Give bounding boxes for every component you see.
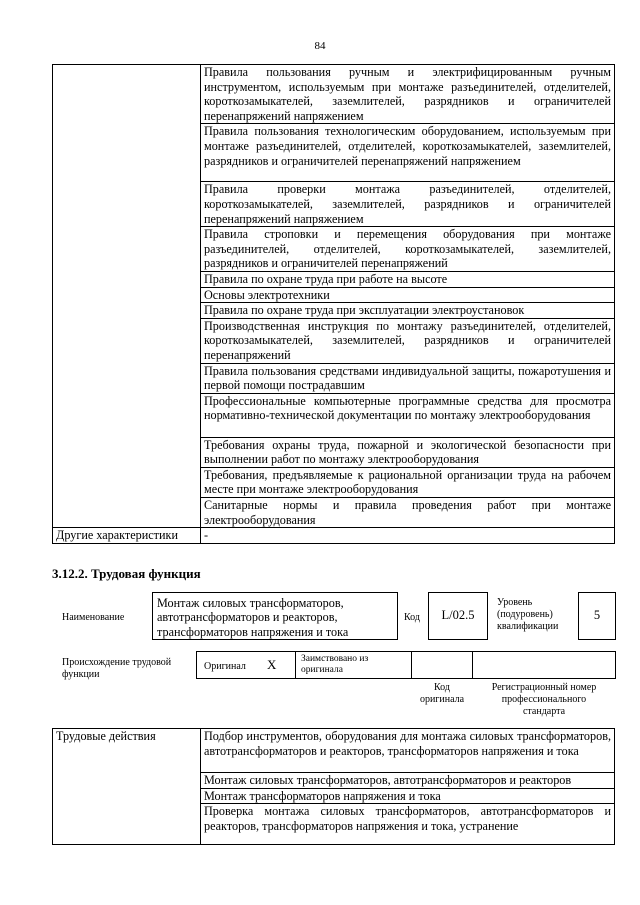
reg-number-box — [472, 651, 616, 679]
knowledge-row: Правила пользования ручным и электрифицированным ручным инструментом, используемым при монтаже разъединителей, отделителей, короткозамыкателей, заземлителей, разрядников и ограничителей перенапряжений напряжением — [201, 65, 615, 124]
knowledge-row: Производственная инструкция по монтажу разъединителей, отделителей, короткозамыкателей, заземлителей, разрядников и ограничителей перенапряжений — [201, 318, 615, 363]
knowledge-table — [52, 64, 615, 544]
code-box — [428, 592, 488, 640]
function-name-text: Монтаж силовых трансформаторов, автотрансформаторов и реакторов, трансформаторов напряжения и тока — [157, 596, 349, 639]
code-label: Код — [404, 612, 420, 623]
knowledge-row: Основы электротехники — [201, 287, 615, 303]
original-mark: X — [267, 657, 277, 672]
knowledge-row: Правила пользования технологическим оборудованием, используемым при монтаже разъединителей, отделителей, короткозамыкателей, заземлителей, разрядников и ограничителей перенапряжений напряжением — [201, 124, 615, 182]
section-title: 3.12.2. Трудовая функция — [52, 566, 201, 581]
function-name-box — [152, 592, 398, 640]
knowledge-row: Требования охраны труда, пожарной и экологической безопасности при выполнении работ по монтажу электрооборудования — [201, 437, 615, 467]
level-value: 5 — [593, 608, 601, 622]
knowledge-row: Требования, предъявляемые к рациональной организации труда на рабочем месте при монтаже электрооборудования — [201, 467, 615, 497]
knowledge-row: Правила строповки и перемещения оборудования при монтаже разъединителей, отделителей, короткозамыкателей, заземлителей, разрядников и ограничителей перенапряжений — [201, 227, 615, 272]
code-original-label: Код оригинала — [419, 682, 465, 705]
name-label: Наименование — [62, 612, 125, 623]
code-original-box — [411, 651, 473, 679]
knowledge-row: Правила пользования средствами индивидуальной защиты, пожаротушения и первой помощи пострадавшим — [201, 363, 615, 393]
code-value: L/02.5 — [441, 608, 475, 622]
knowledge-row: Правила по охране труда при эксплуатации электроустановок — [201, 303, 615, 319]
work-action-row: Монтаж силовых трансформаторов, автотрансформаторов и реакторов — [201, 773, 615, 789]
level-label: Уровень (подуровень) квалификации — [497, 597, 559, 632]
original-label: Оригинал — [204, 661, 246, 672]
borrowed-box — [295, 651, 412, 679]
knowledge-label-cell — [53, 65, 201, 528]
knowledge-row: Профессиональные компьютерные программные средства для просмотра нормативно-технической документации по монтажу электрооборудования — [201, 393, 615, 437]
reg-number-label: Регистрационный номер профессионального стандарта — [491, 682, 597, 717]
origin-label: Происхождение трудовой функции — [62, 657, 172, 680]
level-box — [578, 592, 616, 640]
original-box — [196, 651, 296, 679]
knowledge-row: Правила по охране труда при работе на высоте — [201, 271, 615, 287]
work-action-row: Проверка монтажа силовых трансформаторов, автотрансформаторов и реакторов, трансформаторов напряжения и тока, устранение — [201, 804, 615, 845]
knowledge-row: Правила проверки монтажа разъединителей, отделителей, короткозамыкателей, заземлителей, разрядников и ограничителей перенапряжений напряжением — [201, 182, 615, 227]
knowledge-row: Санитарные нормы и правила проведения работ при монтаже электрооборудования — [201, 498, 615, 528]
other-characteristics-label: Другие характеристики — [53, 528, 201, 544]
work-actions-label: Трудовые действия — [53, 729, 201, 845]
page-number: 84 — [314, 40, 326, 52]
borrowed-label: Заимствовано из оригинала — [301, 654, 369, 675]
work-action-row: Подбор инструментов, оборудования для монтажа силовых трансформаторов, автотрансформаторов и реакторов, трансформаторов напряжения и тока — [201, 729, 615, 773]
work-action-row: Монтаж трансформаторов напряжения и тока — [201, 788, 615, 804]
work-actions-table — [52, 728, 615, 845]
other-characteristics-value: - — [201, 528, 615, 544]
